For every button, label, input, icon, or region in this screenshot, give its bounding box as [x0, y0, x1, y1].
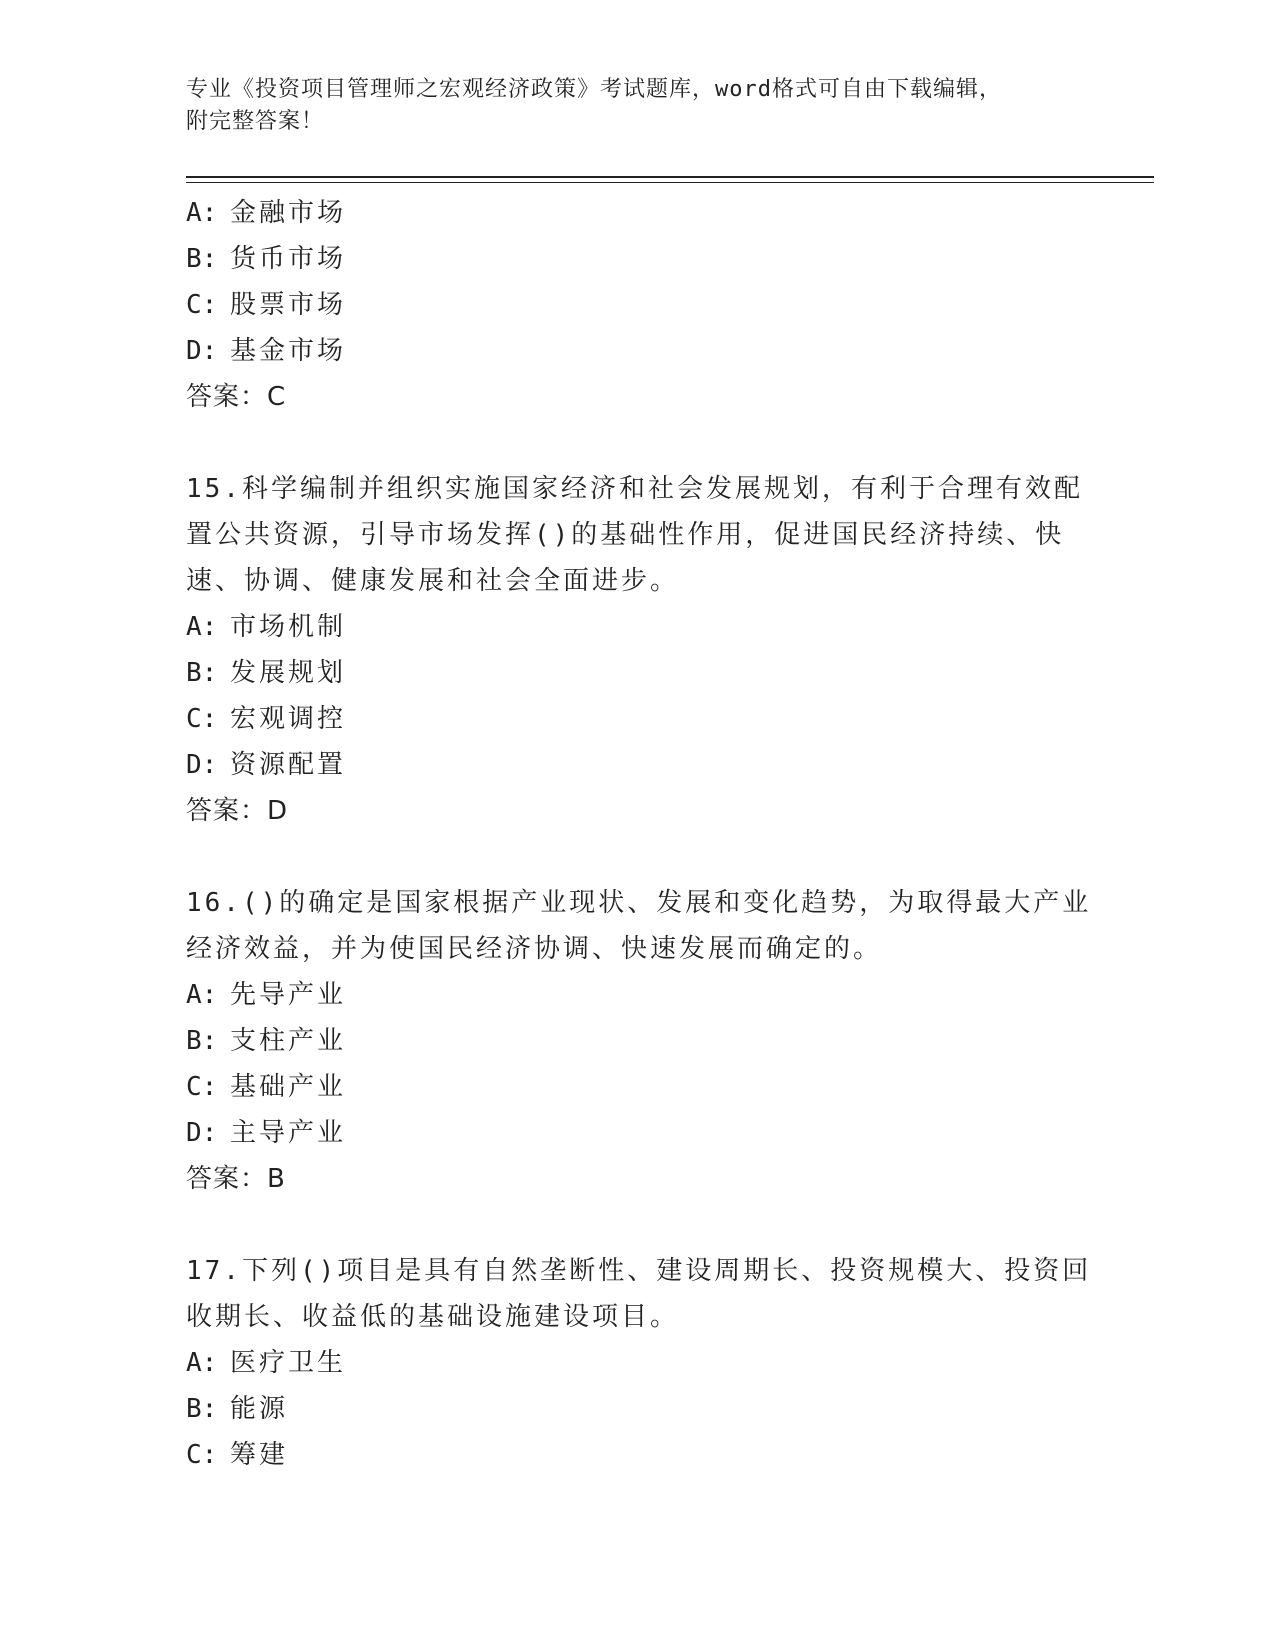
option-letter: C:	[186, 1440, 218, 1470]
option-letter: A:	[186, 198, 218, 228]
stem-line: 17.下列()项目是具有自然垄断性、建设周期长、投资规模大、投资回	[186, 1256, 1092, 1286]
option-text: 能源	[230, 1394, 289, 1424]
option-letter: C:	[186, 704, 218, 734]
option-a	[186, 972, 1086, 1018]
stem-line: 置公共资源，引导市场发挥()的基础性作用，促进国民经济持续、快	[186, 520, 1065, 550]
option-text: 基础产业	[230, 1072, 347, 1102]
option-letter: C:	[186, 1072, 218, 1102]
option-text: 股票市场	[230, 290, 347, 320]
header-line-1: 专业《投资项目管理师之宏观经济政策》考试题库，word格式可自由下载编辑，	[186, 77, 1002, 102]
option-d	[186, 328, 1086, 374]
option-letter: D:	[186, 750, 218, 780]
option-letter: A:	[186, 1348, 218, 1378]
document-header	[186, 74, 1086, 138]
question-17	[186, 1248, 1092, 1478]
question-15	[186, 466, 1086, 834]
option-text: 市场机制	[230, 612, 347, 642]
header-divider-thin	[186, 182, 1154, 183]
stem-line: 15.科学编制并组织实施国家经济和社会发展规划，有利于合理有效配	[186, 474, 1083, 504]
option-letter: B:	[186, 1026, 218, 1056]
option-text: 货币市场	[230, 244, 347, 274]
question-stem	[186, 466, 1086, 604]
question-spacer	[186, 834, 1086, 880]
question-list	[186, 190, 1092, 1478]
option-letter: B:	[186, 1394, 218, 1424]
option-c	[186, 1064, 1086, 1110]
option-text: 支柱产业	[230, 1026, 347, 1056]
option-letter: A:	[186, 612, 218, 642]
question-stem	[186, 880, 1092, 972]
option-text: 主导产业	[230, 1118, 347, 1148]
option-text: 发展规划	[230, 658, 347, 688]
option-letter: D:	[186, 1118, 218, 1148]
option-letter: A:	[186, 980, 218, 1010]
header-line-2: 附完整答案！	[186, 109, 325, 134]
option-c	[186, 1432, 1086, 1478]
stem-line: 收期长、收益低的基础设施建设项目。	[186, 1302, 680, 1332]
option-letter: B:	[186, 244, 218, 274]
option-a	[186, 190, 1086, 236]
option-letter: C:	[186, 290, 218, 320]
option-text: 资源配置	[230, 750, 347, 780]
stem-line: 经济效益，并为使国民经济协调、快速发展而确定的。	[186, 934, 883, 964]
option-a	[186, 1340, 1086, 1386]
option-b	[186, 650, 1086, 696]
question-spacer	[186, 1202, 1086, 1248]
stem-line: 16.()的确定是国家根据产业现状、发展和变化趋势，为取得最大产业	[186, 888, 1092, 918]
answer-line: 答案：D	[186, 796, 289, 826]
option-text: 基金市场	[230, 336, 347, 366]
stem-line: 速、协调、健康发展和社会全面进步。	[186, 566, 680, 596]
answer-line: 答案：C	[186, 382, 287, 412]
option-text: 先导产业	[230, 980, 347, 1010]
option-b	[186, 1386, 1086, 1432]
option-text: 宏观调控	[230, 704, 347, 734]
option-letter: D:	[186, 336, 218, 366]
header-divider-thick	[186, 176, 1154, 178]
option-text: 医疗卫生	[230, 1348, 347, 1378]
question-16	[186, 880, 1092, 1202]
question-14	[186, 190, 1086, 420]
option-d	[186, 1110, 1086, 1156]
option-a	[186, 604, 1086, 650]
question-stem	[186, 1248, 1092, 1340]
option-d	[186, 742, 1086, 788]
option-text: 金融市场	[230, 198, 347, 228]
option-letter: B:	[186, 658, 218, 688]
option-b	[186, 1018, 1086, 1064]
answer-line: 答案：B	[186, 1164, 286, 1194]
option-b	[186, 236, 1086, 282]
option-c	[186, 696, 1086, 742]
option-c	[186, 282, 1086, 328]
question-spacer	[186, 420, 1086, 466]
option-text: 筹建	[230, 1440, 289, 1470]
